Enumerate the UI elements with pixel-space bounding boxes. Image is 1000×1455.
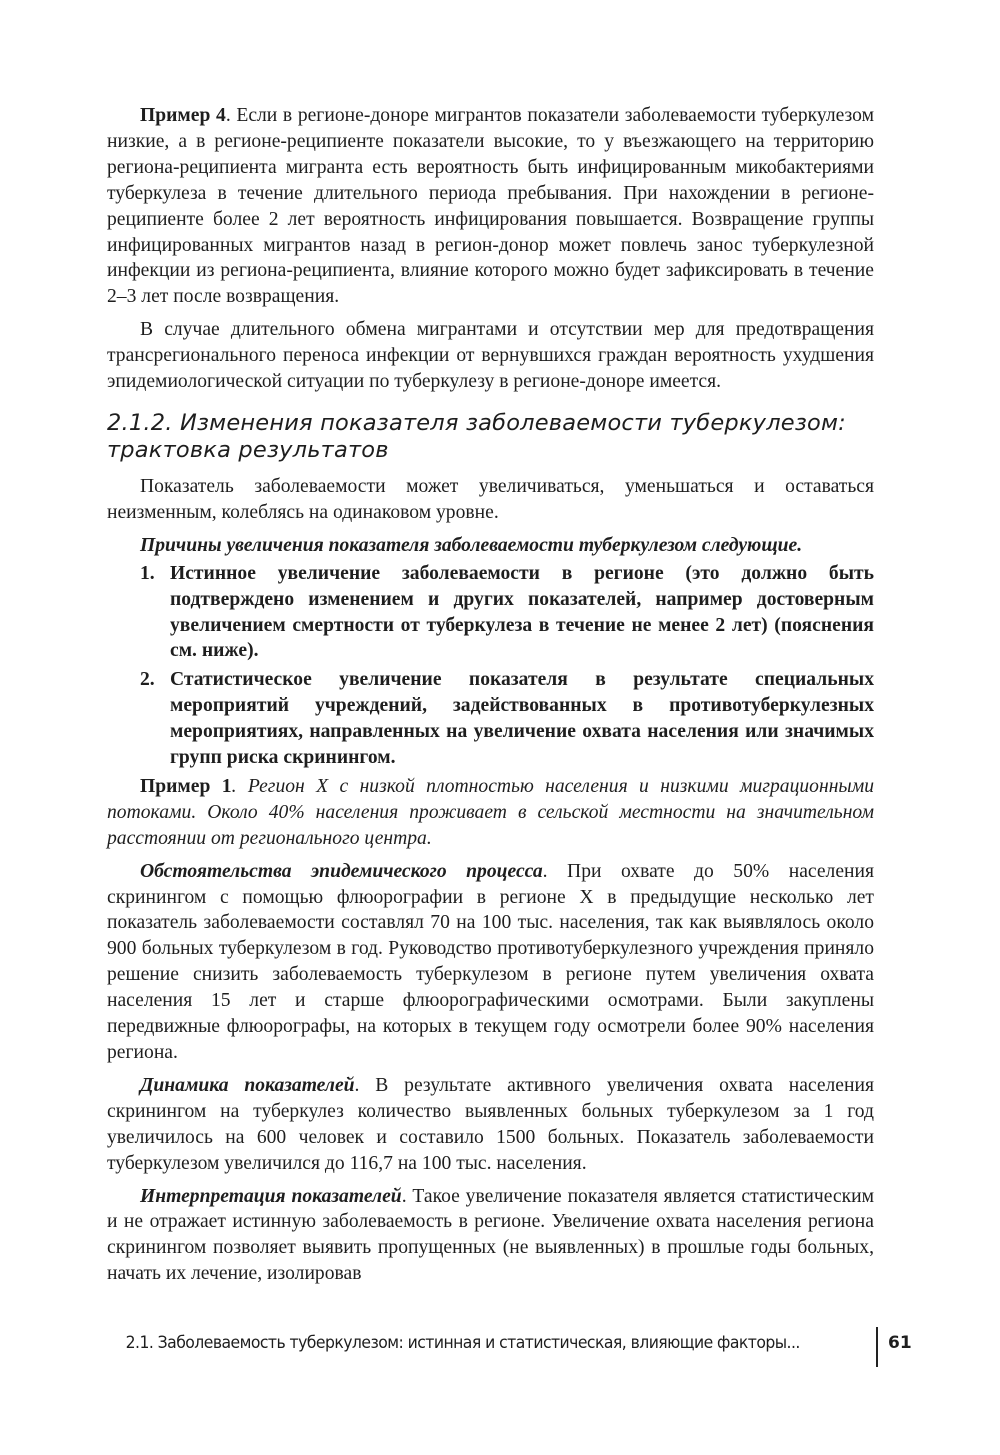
page-body: [107, 103, 874, 1287]
paragraph: [107, 1184, 874, 1288]
causes-list: [107, 561, 874, 771]
list-number: 2.: [140, 669, 155, 691]
example-label: Пример 1: [140, 775, 232, 797]
paragraph: [107, 859, 874, 1066]
paragraph-example-4: [107, 103, 874, 310]
paragraph: В случае длительного обмена мигрантами и отсутствии мер для предотвращения трансрегионального переноса инфекции от вернувшихся граждан вероятность ухудшения эпидемиологической ситуации по туберкулезу в регионе-доноре имеется.: [107, 319, 874, 393]
list-text: Истинное увеличение заболеваемости в регионе (это должно быть подтверждено изменением и других показателей, например достоверным увеличением смертности от туберкулеза в течение не менее 2 лет) (пояснения см. ниже).: [170, 562, 874, 662]
example-label: Пример 4: [140, 105, 226, 126]
list-item: [107, 561, 874, 665]
paragraph-text: . Регион X с низкой плотностью населения и низкими миграционными потоками. Около 40% населения проживает в сельской местности на значительном расстоянии от регионального центра.: [107, 775, 874, 849]
paragraph-text: . В результате активного увеличения охвата населения скринингом на туберкулез количество выявленных больных туберкулезом за 1 год увеличилось на 600 человек и составило 1500 больных. Показатель заболеваемости туберкулезом увеличился до 116,7 на 100 тыс. населения.: [107, 1074, 874, 1174]
list-item: [107, 667, 874, 771]
footer-divider: [876, 1327, 878, 1367]
run-in-heading: Обстоятельства эпидемического процесса: [140, 860, 543, 882]
paragraph: Показатель заболеваемости может увеличиваться, уменьшаться и оставаться неизменным, колеблясь на одинаковом уровне.: [107, 475, 874, 523]
page-number: 61: [888, 1333, 912, 1353]
section-heading: 2.1.2. Изменения показателя заболеваемости туберкулезом: трактовка результатов: [107, 409, 846, 463]
footer-title: 2.1. Заболеваемость туберкулезом: истинная и статистическая, влияющие факторы...: [125, 1333, 800, 1353]
list-number: 1.: [140, 562, 155, 584]
paragraph-text: . При охвате до 50% населения скринингом с помощью флюорографии в регионе X в предыдущие несколько лет показатель заболеваемости составлял 70 на 100 тыс. населения, так как выявлялось около 900 больных туберкулезом в год. Руководство противотуберкулезного учреждения приняло решение снизить заболеваемость туберкулезом в регионе путем увеличения охвата населения 15 лет и старше флюорографическими осмотрами. Были закуплены передвижные флюорографы, на которых в текущем году осмотрели более 90% населения региона.: [107, 860, 874, 1063]
paragraph: [107, 1073, 874, 1177]
running-footer: [125, 1327, 912, 1367]
run-in-heading: Интерпретация показателей: [140, 1185, 402, 1207]
causes-heading: Причины увеличения показателя заболеваемости туберкулезом следующие.: [140, 534, 803, 556]
run-in-heading: Динамика показателей: [140, 1074, 355, 1096]
paragraph-text: . Если в регионе-доноре мигрантов показатели заболеваемости туберкулезом низкие, а в регионе-реципиенте показатели высокие, то у въезжающего на территорию региона-реципиента мигранта есть вероятность быть инфицированным микобактериями туберкулеза в течение длительного периода пребывания. При нахождении в регионе-реципиенте более 2 лет вероятность инфицирования повышается. Возвращение группы инфицированных мигрантов назад в регион-донор может повлечь занос туберкулезной инфекции из региона-реципиента, влияние которого можно будет зафиксировать в течение 2–3 лет после возвращения.: [107, 105, 874, 308]
paragraph-text: . Такое увеличение показателя является статистическим и не отражает истинную заболеваемость в регионе. Увеличение охвата населения региона скринингом позволяет выявить пропущенных (не выявленных) в прошлые годы больных, начать их лечение, изолировав: [107, 1185, 875, 1285]
paragraph-example-1: [107, 774, 874, 852]
list-text: Статистическое увеличение показателя в результате специальных мероприятий учреждений, задействованных в противотуберкулезных мероприятиях, направленных на увеличение охвата населения или значимых групп риска скринингом.: [170, 669, 874, 769]
